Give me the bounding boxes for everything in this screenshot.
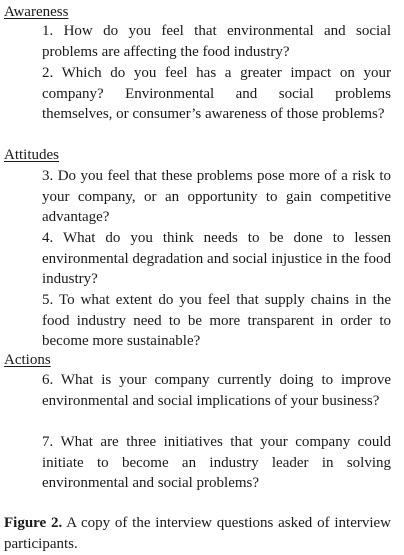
question-3: 3. Do you feel that these problems pose more of a risk to your company, or an opportunity to gain competitive advantage? bbox=[42, 168, 391, 225]
figure-caption-label: Figure 2. bbox=[4, 515, 63, 531]
section-heading-actions: Actions bbox=[4, 352, 51, 368]
question-1: 1. How do you feel that environmental and social problems are affecting the food industry? bbox=[42, 23, 391, 60]
question-2: 2. Which do you feel has a greater impact on your company? Environmental and social problems themselves, or consumer’s awareness of those problems? bbox=[42, 65, 391, 122]
question-5: 5. To what extent do you feel that supply chains in the food industry need to be more transparent in order to become more sustainable? bbox=[42, 292, 391, 349]
figure-caption bbox=[4, 513, 391, 555]
section-heading-awareness: Awareness bbox=[4, 4, 69, 20]
figure-caption-text: A copy of the interview questions asked of interview participants. bbox=[4, 515, 392, 552]
question-6: 6. What is your company currently doing to improve environmental and social implications of your business? bbox=[42, 372, 391, 409]
question-7: 7. What are three initiatives that your company could initiate to become an industry leader in solving environmental and social problems? bbox=[42, 434, 391, 491]
section-heading-attitudes: Attitudes bbox=[4, 147, 59, 163]
question-4: 4. What do you think needs to be done to lessen environmental degradation and social injustice in the food industry? bbox=[42, 230, 391, 287]
